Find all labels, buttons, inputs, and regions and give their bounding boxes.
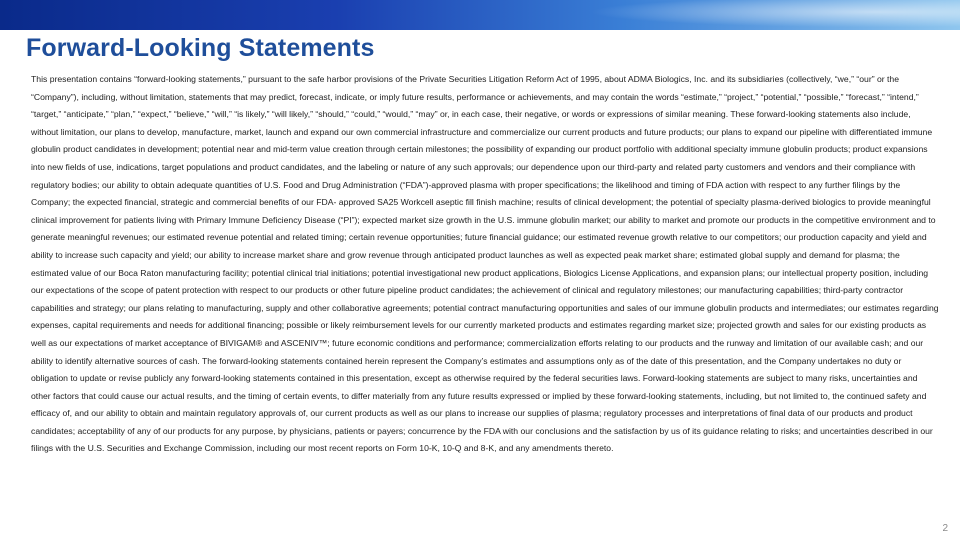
header-gradient-band bbox=[0, 0, 960, 30]
forward-looking-statements-paragraph: This presentation contains “forward-looking statements,” pursuant to the safe harbor provisions of the Private Securities Litigation Reform Act of 1995, about ADMA Biologics, Inc. and its subsidiaries (collectively, “we,” “our” or the “Company”), including, without limitation, statements that may predict, forecast, indicate, or imply future results, performance or achievements, and may contain the words “estimate,” “project,” “potential,” “possible,” “forecast,” “intend,” “target,” “anticipate,” “plan,” “expect,” “believe,” “will,” “is likely,” “will likely,” “should,” “could,” “would,” “may” or, in each case, their negative, or words or expressions of similar meaning. These forward-looking statements also include, without limitation, our plans to develop, manufacture, market, launch and expand our own commercial infrastructure and commercialize our current products and future products; our plans to expand our pipeline with differentiated immune globulin product candidates in development; potential near and mid-term value creation through certain milestones; the possibility of expanding our product portfolio with additional specialty immune globulin products; product expansions into new fields of use, indications, target populations and product candidates, and the labeling or nature of any such approvals; our dependence upon our third-party and related party customers and vendors and their compliance with regulatory bodies; our ability to obtain adequate quantities of U.S. Food and Drug Administration (“FDA”)-approved plasma with proper specifications; the likelihood and timing of FDA action with respect to any further filings by the Company; the expected financial, strategic and commercial benefits of our FDA- approved SA25 Workcell aseptic fill finish machine; results of clinical development; the potential of specialty plasma-derived biologics to provide meaningful clinical improvement for patients living with Primary Immune Deficiency Disease (“PI”); expected market size growth in the U.S. immune globulin market; our ability to market and promote our products in the competitive environment and to generate meaningful revenues; our estimated revenue potential and related timing; certain revenue opportunities; future financial guidance; our estimated revenue growth relative to our competitors; our production capacity and yield and ability to increase such capacity and yield; our ability to increase market share and grow revenue through anticipated product launches as well as expected peak market share; estimated global supply and demand for plasma; the estimated value of our Boca Raton manufacturing facility; potential clinical trial initiations; potential investigational new product applications, Biologics License Applications, and expansion plans; our intellectual property position, including our expectations of the scope of patent protection with respect to our products or other future pipeline product candidates; the achievement of clinical and regulatory milestones; our manufacturing capabilities; third-party contractor capabilities and strategy; our plans relating to manufacturing, supply and other collaborative agreements; potential contract manufacturing opportunities and sales of our immune globulin products and intermediates; our estimates regarding expenses, capital requirements and needs for additional financing; possible or likely reimbursement levels for our currently marketed products and estimates regarding market size; projected growth and sales for our existing products as well as our expectations of market acceptance of BIVIGAM® and ASCENIV™; future economic conditions and performance; commercialization efforts relating to our products and the runway and limitation of our available cash; and our ability to identify alternative sources of cash. The forward-looking statements contained herein represent the Company’s estimates and assumptions only as of the date of this presentation, and the Company undertakes no duty or obligation to update or revise publicly any forward-looking statements contained in this presentation, except as otherwise required by the federal securities laws. Forward-looking statements are subject to many risks, uncertainties and other factors that could cause our actual results, and the timing of certain events, to differ materially from any future results expressed or implied by these forward-looking statements, including, but not limited to, the continued safety and efficacy of, and our ability to obtain and maintain regulatory approvals of, our current products as well as our plans to increase our supplies of plasma; regulatory processes and interpretations of final data of our products and product candidates; acceptability of any of our products for any purpose, by physicians, patients or payers; concurrence by the FDA with our conclusions and the satisfaction by us of its guidance relating to risks; and uncertainties described in our filings with the U.S. Securities and Exchange Commission, including our most recent reports on Form 10-K, 10-Q and 8-K, and any amendments thereto. bbox=[31, 74, 939, 454]
page-number: 2 bbox=[942, 523, 948, 534]
slide-title: Forward-Looking Statements bbox=[26, 34, 375, 62]
